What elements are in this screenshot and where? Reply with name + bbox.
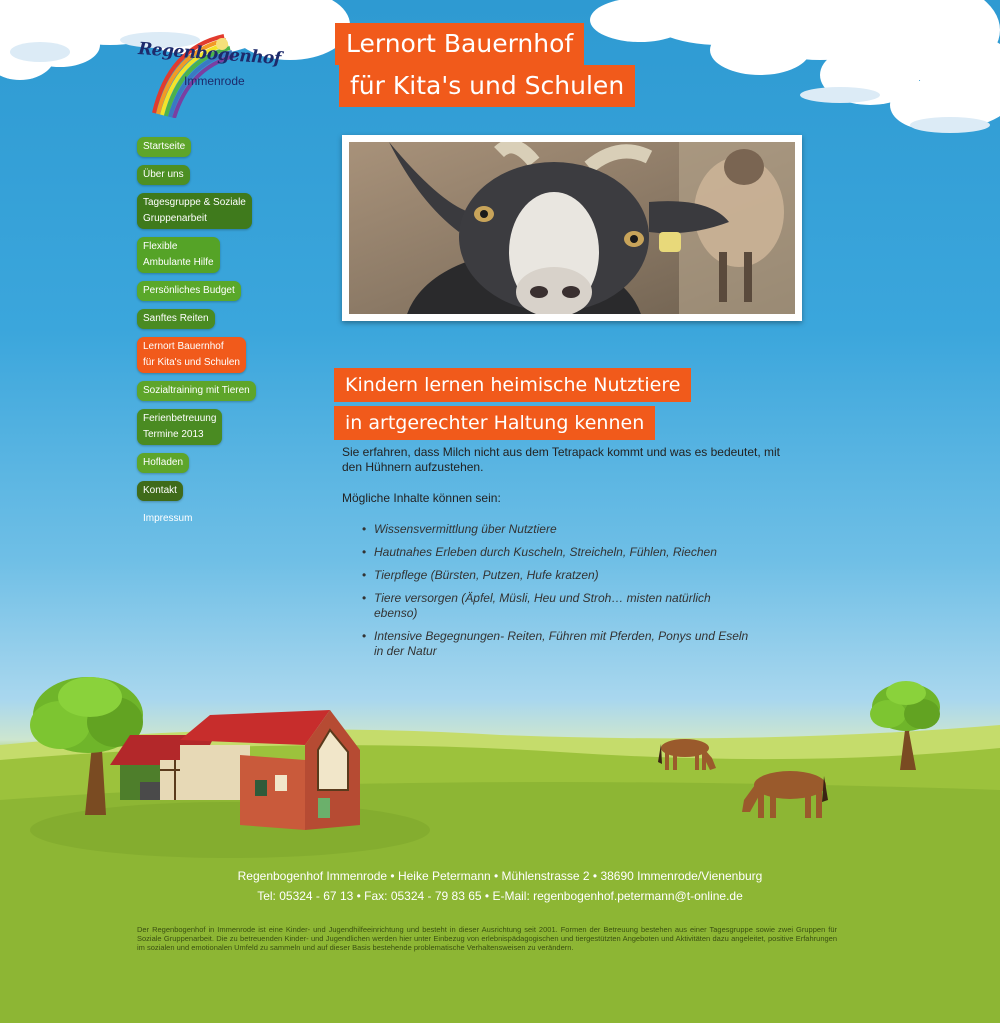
nav-item-kontakt[interactable]: Kontakt [137,481,183,501]
main-navigation [137,137,267,537]
nav-item-sanftes-reiten[interactable]: Sanftes Reiten [137,309,215,329]
footer-address: Regenbogenhof Immenrode • Heike Petermann • Mühlenstrasse 2 • 38690 Immenrode/Vienenburg [237,869,763,883]
nav-item-impressum[interactable]: Impressum [143,513,193,524]
logo-title: Regenbogenhof [137,39,282,69]
nav-item-persoenliches-budget[interactable]: Persönliches Budget [137,281,241,301]
nav-item-tagesgruppe[interactable]: Tagesgruppe & Soziale Gruppenarbeit [137,193,252,229]
logo-subtitle: Immenrode [184,74,245,88]
content-list [342,522,802,659]
section-heading-line-1: Kindern lernen heimische Nutztiere [334,368,691,402]
nav-item-flexible-hilfe[interactable]: Flexible Ambulante Hilfe [137,237,220,273]
hero-photo [342,135,802,321]
nav-item-startseite[interactable]: Startseite [137,137,191,157]
list-item: • Wissensvermittlung über Nutztiere [362,522,752,537]
nav-item-ueber-uns[interactable]: Über uns [137,165,190,185]
list-item: • Tiere versorgen (Äpfel, Müsli, Heu und Stroh… misten natürlich ebenso) [362,591,752,621]
footer-fineprint: Der Regenbogenhof in Immenrode ist eine Kinder- und Jugendhilfeeinrichtung und besteht in dieser Ausrichtung seit 2001. Formen der Betreuung bestehen aus einer Tagesgruppe sowie zwei Gruppen für Soziale Gruppenarbeit. Die zu betreuenden Kinder- und Jugendlichen werden hier unter Einbezug von erlebnispädagogischen und tiergestützten Angeboten und Aktivitäten dazu angeleitet, positive Erfahrungen im sozialen und emotionalen Umfeld zu sammeln und auf dieser Basis bestehende problematische Verhaltensweisen zu verändern. [137,925,837,952]
intro-paragraph: Sie erfahren, dass Milch nicht aus dem Tetrapack kommt und was es bedeutet, mit den Hühnern aufzustehen. [342,445,780,474]
footer [0,866,1000,906]
page-title-line-1: Lernort Bauernhof [335,23,584,65]
goat-photo [349,142,795,314]
nav-item-sozialtraining[interactable]: Sozialtraining mit Tieren [137,381,256,401]
section-heading-line-2: in artgerechter Haltung kennen [334,406,655,440]
logo[interactable] [134,28,282,118]
lead-paragraph: Mögliche Inhalte können sein: [342,491,501,505]
list-item: • Tierpflege (Bürsten, Putzen, Hufe kratzen) [362,568,752,583]
list-item: • Hautnahes Erleben durch Kuscheln, Streicheln, Fühlen, Riechen [362,545,752,560]
nav-item-ferienbetreuung[interactable]: Ferienbetreuung Termine 2013 [137,409,222,445]
page-title-line-2: für Kita's und Schulen [339,65,635,107]
section-heading [334,368,691,444]
footer-contact: Tel: 05324 - 67 13 • Fax: 05324 - 79 83 65 • E-Mail: regenbogenhof.petermann@t-online.de [257,889,743,903]
main-content [342,445,802,667]
nav-item-hofladen[interactable]: Hofladen [137,453,189,473]
nav-item-lernort-bauernhof[interactable]: Lernort Bauernhof für Kita's und Schulen [137,337,246,373]
clouds-right [590,0,1000,130]
page-title [335,23,635,113]
list-item: • Intensive Begegnungen- Reiten, Führen mit Pferden, Ponys und Eseln in der Natur [362,629,752,659]
